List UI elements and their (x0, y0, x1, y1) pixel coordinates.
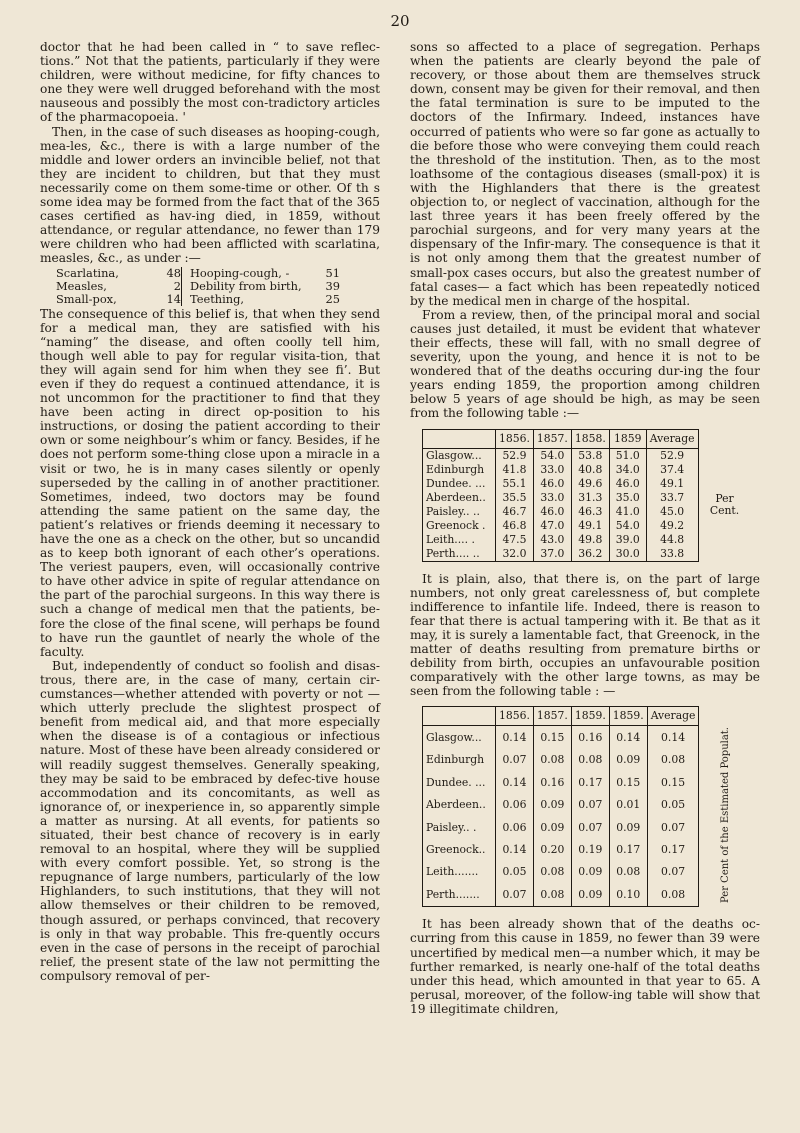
ailments-right (181, 267, 340, 306)
table-header-row (423, 707, 752, 726)
table-cell: 0.14 (609, 726, 647, 749)
table-cell: 0.08 (533, 749, 571, 771)
table-cell: 36.2 (571, 547, 609, 562)
town-name: Paisley.. . (423, 816, 496, 838)
table-debility-deaths (422, 706, 751, 907)
table-cell: 33.7 (646, 491, 698, 505)
table-cell: 0.19 (571, 839, 609, 861)
table-cell: 46.3 (571, 505, 609, 519)
table-cell: 0.09 (533, 816, 571, 838)
table-cell: 0.07 (647, 816, 699, 838)
table-cell: 0.16 (571, 726, 609, 749)
table-cell: 0.17 (609, 839, 647, 861)
ailment-name: Scarlatina, (56, 265, 119, 280)
table-cell: 32.0 (496, 547, 534, 562)
unit-label (698, 448, 751, 561)
town-name: Greenock . (423, 519, 496, 533)
town-name: Aberdeen.. (423, 794, 496, 816)
ailment-count: 51 (325, 265, 340, 280)
col-header: 1858. (571, 429, 609, 448)
table-cell: 0.08 (533, 861, 571, 883)
table-cell: 55.1 (496, 477, 534, 491)
left-paragraph-1: doctor that he had been called in “ to save reflec-tions.” Not that the patients, particularly if they were children, were without medicine, for fifty chances to one they were well drugged beforehand with the most nauseous and possibly the most con-tradictory articles of the pharmacopoeia. ' (40, 40, 380, 125)
ailment-name: Teething, (190, 291, 244, 306)
col-header: 1857. (533, 429, 571, 448)
table-cell: 0.08 (647, 884, 699, 907)
table-cell: 0.14 (647, 726, 699, 749)
ailment-count: 25 (325, 291, 340, 306)
table-cell: 30.0 (609, 547, 646, 562)
ailment-row (190, 293, 340, 306)
unit-text: Per Cent. (709, 491, 740, 517)
table-cell: 39.0 (609, 533, 646, 547)
town-name: Paisley.. .. (423, 505, 496, 519)
right-paragraph-2: From a review, then, of the principal moral and social causes just detailed, it must be evident that whatever their effects, these will fall, with no small degree of severity, upon the young, and hence it is not to be wondered that of the deaths occuring dur-ing the four years ending 1859, the proportion among children below 5 years of age should be high, as may be seen from the following table :— (410, 307, 760, 421)
town-name: Aberdeen.. (423, 491, 496, 505)
left-column (40, 40, 380, 983)
table-cell: 0.07 (496, 749, 534, 771)
table-cell: 46.0 (609, 477, 646, 491)
table-cell: 0.14 (496, 726, 534, 749)
ailment-row (190, 280, 340, 293)
town-name: Edinburgh (423, 749, 496, 771)
town-name: Leith.... . (423, 533, 496, 547)
table-cell: 33.0 (533, 491, 571, 505)
table-cell: 51.0 (609, 448, 646, 463)
col-header: 1856. (496, 707, 534, 726)
table-cell: 43.0 (533, 533, 571, 547)
right-column (410, 40, 760, 1016)
table-cell: 0.15 (647, 772, 699, 794)
town-name: Dundee. ... (423, 477, 496, 491)
table-cell: 0.15 (609, 772, 647, 794)
left-paragraph-4: But, independently of conduct so foolish and disas-trous, there are, in the case of many, certain cir-cumstances—whether attended with poverty or not —which utterly preclude the slightest prospect of benefit from medical aid, and that more especially when the disease is of a contagious or infectious nature. Most of these have been already considered or will readily suggest themselves. Generally speaking, they may be said to be embraced by defec-tive house accommodation and its concomitants, as well as ignorance of, or inexperience in, so apparently simple a matter as nursing. At all events, for patients so situated, their best chance of recovery is in early removal to an hospital, where they will be supplied with every comfort possible. Yet, so strong is the repugnance of large numbers, particularly of the low Highlanders, to such institutions, that they will not allow themselves or their children to be removed, though assured, or perhaps convinced, that recovery is only in that way probable. This fre-quently occurs even in the case of persons in the receipt of parochial relief, the present state of the law not permitting the compulsory removal of per- (40, 658, 380, 983)
town-name: Greenock.. (423, 839, 496, 861)
table-cell: 0.08 (571, 749, 609, 771)
table-cell: 0.09 (571, 861, 609, 883)
ailment-row (56, 293, 181, 306)
table-cell: 34.0 (609, 463, 646, 477)
ailment-row (56, 267, 181, 280)
town-name: Dundee. ... (423, 772, 496, 794)
col-header: 1856. (496, 429, 534, 448)
ailment-name: Hooping-cough, - (190, 265, 290, 280)
table-cell: 49.6 (571, 477, 609, 491)
ailment-count: 39 (325, 278, 340, 293)
ailments-list (56, 267, 380, 306)
table-cell: 47.0 (533, 519, 571, 533)
town-name: Leith....... (423, 861, 496, 883)
table-cell: 47.5 (496, 533, 534, 547)
table-cell: 45.0 (646, 505, 698, 519)
table-cell: 52.9 (646, 448, 698, 463)
table-cell: 0.05 (496, 861, 534, 883)
table-cell: 46.0 (533, 477, 571, 491)
table-cell: 0.14 (496, 772, 534, 794)
right-paragraph-3: It is plain, also, that there is, on the part of large numbers, not only great carelessness of, but complete indifference to infantile life. Indeed, there is reason to fear that there is actual tampering with it. Be that as it may, it is surely a lamentable fact, that Greenock, in the matter of deaths resulting from premature births or debility from birth, occupies an unfavourable position comparatively with the other large towns, as may be seen from the following table : — (410, 571, 760, 699)
table-cell: 49.1 (571, 519, 609, 533)
ailment-name: Measles, (56, 278, 107, 293)
table-cell: 54.0 (533, 448, 571, 463)
table-under-five-deaths (422, 429, 751, 562)
table-cell: 46.0 (533, 505, 571, 519)
table-cell: 49.2 (646, 519, 698, 533)
town-name: Edinburgh (423, 463, 496, 477)
table-cell: 0.07 (571, 794, 609, 816)
table-header-row (423, 429, 751, 448)
ailment-name: Small-pox, (56, 291, 117, 306)
table-cell: 33.8 (646, 547, 698, 562)
table-cell: 0.01 (609, 794, 647, 816)
ailment-count: 2 (173, 278, 181, 293)
table-body (423, 448, 751, 561)
table-cell: 0.20 (533, 839, 571, 861)
table-cell: 44.8 (646, 533, 698, 547)
table-cell: 0.17 (571, 772, 609, 794)
table-cell: 52.9 (496, 448, 534, 463)
table-cell: 41.8 (496, 463, 534, 477)
right-paragraph-1: sons so affected to a place of segregation. Perhaps when the patients are clearly beyond the pale of recovery, or those about them are themselves struck down, consent may be given for their removal, and then the fatal termination is sure to be imputed to the doctors of the Infirmary. Indeed, instances have occurred of patients who were so far gone as actually to die before those who were conveying them could reach the threshold of the institution. Then, as to the most loathsome of the contagious diseases (small-pox) it is with the Highlanders that there is the greatest objection to, or neglect of vaccination, although for the last three years it has been freely offered by the parochial surgeons, and for very many years at the dispensary of the Infir-mary. The consequence is that it is not only among them that the greatest number of small-pox cases occurs, but also the greatest number of fatal cases— a fact which has been repeatedly noticed by the medical men in charge of the hospital. (410, 40, 760, 308)
col-header: 1859 (609, 429, 646, 448)
table-cell: 31.3 (571, 491, 609, 505)
table-cell: 37.4 (646, 463, 698, 477)
ailment-name: Debility from birth, (190, 278, 302, 293)
town-name: Perth....... (423, 884, 496, 907)
table-cell: 0.08 (647, 749, 699, 771)
ailments-left (56, 267, 181, 306)
table-corner (423, 429, 496, 448)
town-name: Glasgow... (423, 726, 496, 749)
table-row (423, 448, 751, 463)
table-cell: 46.7 (496, 505, 534, 519)
table-cell: 0.08 (533, 884, 571, 907)
ailment-row (190, 267, 340, 280)
table-cell: 0.07 (647, 861, 699, 883)
table-cell: 0.09 (533, 794, 571, 816)
table-cell: 0.06 (496, 794, 534, 816)
table-cell: 49.1 (646, 477, 698, 491)
unit-text: Per Cent of the Estimated Populat. (719, 726, 731, 903)
col-header: 1859. (609, 707, 647, 726)
table-cell: 40.8 (571, 463, 609, 477)
table-cell: 0.08 (609, 861, 647, 883)
table-cell: 0.05 (647, 794, 699, 816)
table-cell: 53.8 (571, 448, 609, 463)
table-cell: 0.09 (609, 816, 647, 838)
table-cell: 37.0 (533, 547, 571, 562)
table-cell: 0.16 (533, 772, 571, 794)
table-cell: 54.0 (609, 519, 646, 533)
table-cell: 0.07 (496, 884, 534, 907)
page-number: 20 (390, 12, 410, 30)
ailment-row (56, 280, 181, 293)
table-cell: 46.8 (496, 519, 534, 533)
table-corner (423, 707, 496, 726)
ailment-count: 14 (166, 291, 181, 306)
town-name: Perth.... .. (423, 547, 496, 562)
table-cell: 0.17 (647, 839, 699, 861)
table-body (423, 726, 752, 907)
town-name: Glasgow... (423, 448, 496, 463)
table-cell: 33.0 (533, 463, 571, 477)
col-header: 1857. (533, 707, 571, 726)
table-cell: 49.8 (571, 533, 609, 547)
col-header: Average (647, 707, 699, 726)
right-paragraph-4: It has been already shown that of the deaths oc-curring from this cause in 1859, no fewer than 39 were uncertified by medical men—a number which, it may be further remarked, is nearly one-half of the total deaths under this head, which amounted in that year to 65. A perusal, moreover, of the follow-ing table will show that 19 illegitimate children, (410, 917, 760, 1016)
unit-label (699, 726, 752, 907)
left-paragraph-3: The consequence of this belief is, that when they send for a medical man, they are satisfied with his “naming” the disease, and often coolly tell him, though well able to pay for regular visita-tion, that they will again send for him when they see fi’. But even if they do request a continued attendance, it is not uncommon for the practitioner to find that they have been acting in direct op-position to his instructions, or dosing the patient according to their own or some neighbour’s whim or fancy. Besides, if he does not perform some-thing close upon a miracle in a visit or two, he is in many cases silently or openly superseded by the calling in of another practitioner. Sometimes, indeed, two doctors may be found attending the same patient on the same day, the patient’s relatives or friends deeming it necessary to have the one as a check on the other, but so uncandid as to keep both ignorant of each other’s operations. The veriest paupers, even, will occasionally contrive to have other advice in spite of regular attendance on the part of the parochial surgeons. In this way there is such a change of medical men that the patients, be-fore the close of the final scene, will perhaps be found to have run the gauntlet of nearly the whole of the faculty. (40, 306, 380, 659)
table-row (423, 726, 752, 749)
table-cell: 35.0 (609, 491, 646, 505)
table-cell: 41.0 (609, 505, 646, 519)
table-cell: 0.14 (496, 839, 534, 861)
left-paragraph-2: Then, in the case of such diseases as hooping-cough, mea-les, &c., there is with a large number of the middle and lower orders an invincible belief, not that they are incident to children, but that they must necessarily come on them some-time or other. Of th s some idea may be formed from the fact that of the 365 cases certified as hav-ing died, in 1859, without attendance, or regular attendance, no fewer than 179 were children who had been afflicted with scarlatina, measles, &c., as under :— (40, 124, 380, 266)
table-cell: 35.5 (496, 491, 534, 505)
col-header: Average (646, 429, 698, 448)
table-cell: 0.06 (496, 816, 534, 838)
table-cell: 0.07 (571, 816, 609, 838)
table-cell: 0.09 (571, 884, 609, 907)
table-cell: 0.09 (609, 749, 647, 771)
col-header: 1859. (571, 707, 609, 726)
table-cell: 0.15 (533, 726, 571, 749)
table-cell: 0.10 (609, 884, 647, 907)
ailment-count: 48 (166, 265, 181, 280)
